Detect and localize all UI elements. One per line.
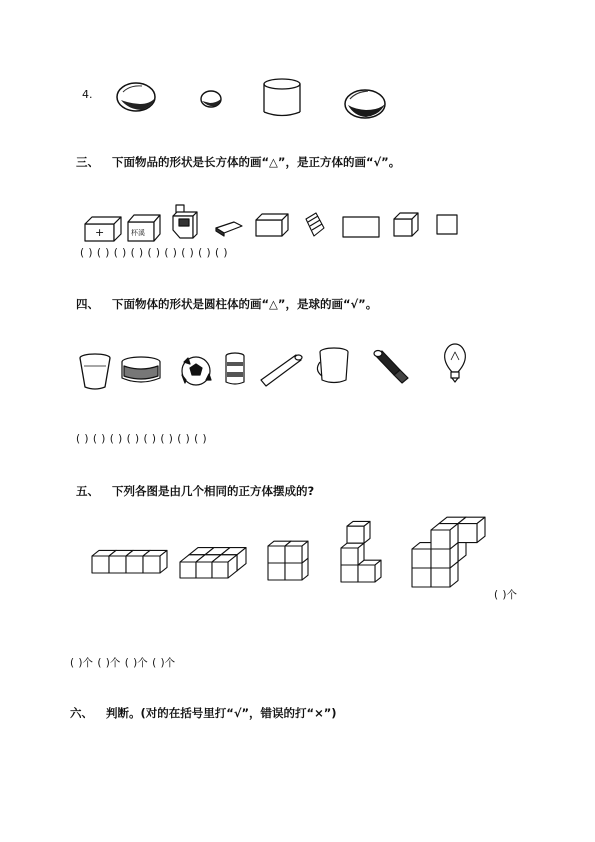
cube-figure-1	[92, 550, 167, 573]
section-6-heading	[70, 705, 337, 721]
section-number: 五、	[76, 484, 99, 498]
cube-figure-5	[412, 517, 485, 587]
section-number: 四、	[76, 297, 99, 311]
medicine-box-label: +	[95, 226, 105, 239]
cube-figure-4	[341, 521, 381, 582]
section-number: 三、	[76, 155, 99, 169]
section-5-answer-blanks[interactable]: ( )个 ( )个 ( )个 ( )个	[70, 657, 176, 669]
section-text: 下面物品的形状是长方体的画“△”，是正方体的画“√”。	[112, 155, 401, 169]
section-5-last-answer[interactable]: ( )个	[494, 589, 518, 601]
section-text: 下列各图是由几个相同的正方体摆成的?	[112, 484, 315, 498]
cube-figure-3	[268, 541, 308, 580]
question-number: 4.	[82, 88, 93, 101]
section-text: 下面物体的形状是圆柱体的画“△”，是球的画“√”。	[112, 297, 378, 311]
section-number: 六、	[70, 706, 93, 720]
product-box-label: 杯溪	[131, 229, 145, 237]
section-3-answer-blanks[interactable]: ( ) ( ) ( ) ( ) ( ) ( ) ( ) ( ) ( )	[80, 247, 228, 259]
section-4-answer-blanks[interactable]: ( ) ( ) ( ) ( ) ( ) ( ) ( ) ( )	[76, 433, 207, 445]
cube-figure-2	[180, 548, 246, 578]
section-text: 判断。(对的在括号里打“√”，错误的打“×”)	[106, 706, 337, 720]
